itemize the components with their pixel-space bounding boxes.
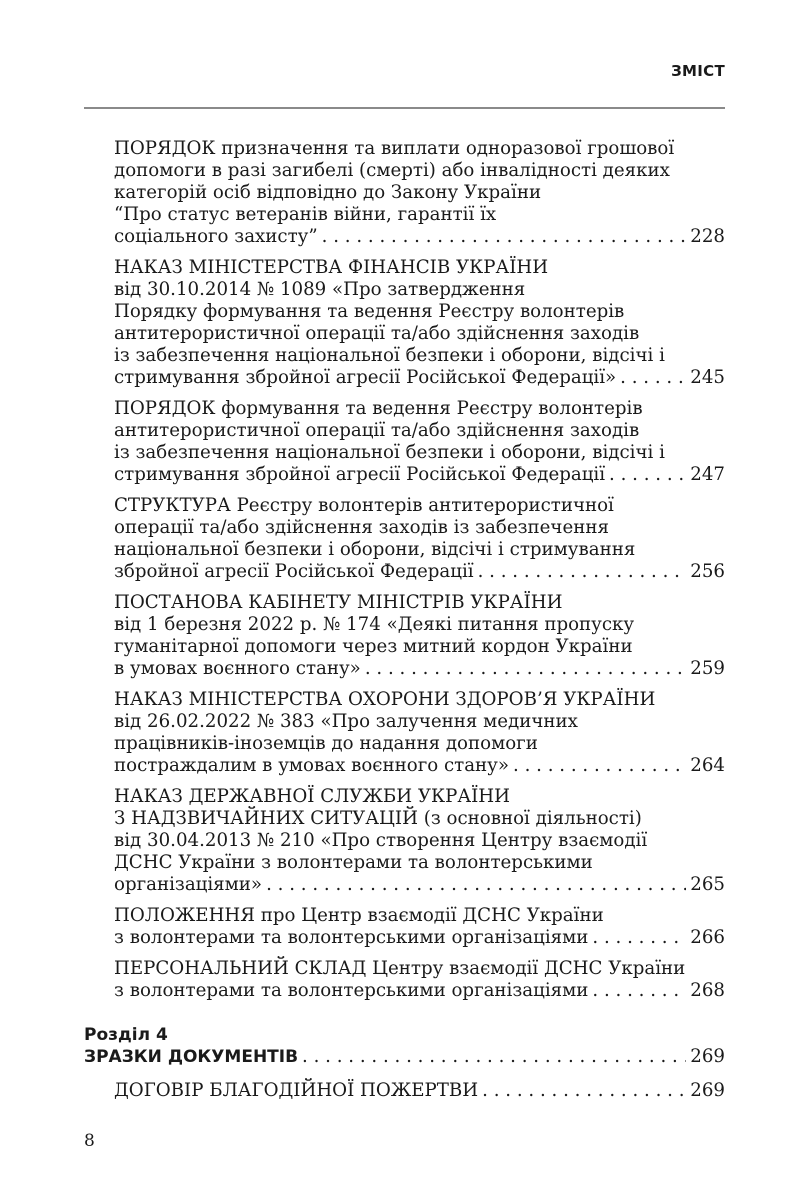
table-of-contents [84, 138, 725, 1114]
toc-entry-line: операції та/або здійснення заходів із забезпечення [114, 517, 609, 538]
toc-entry-line: антитерористичної операції та/або здійснення заходів [114, 323, 640, 344]
dot-leader [302, 1046, 686, 1068]
toc-entry-line: категорій осіб відповідно до Закону України [114, 182, 542, 203]
toc-entry-line: від 26.02.2022 № 383 «Про залучення медичних [114, 711, 578, 732]
running-header: ЗМІСТ [671, 62, 725, 80]
dot-leader [478, 561, 687, 583]
toc-entry-line: СТРУКТУРА Реєстру волонтерів антитерористичної [114, 495, 614, 516]
dot-leader [365, 658, 686, 680]
dot-leader [322, 226, 687, 248]
header-rule [84, 107, 725, 109]
toc-entry-page: 268 [690, 980, 725, 1001]
toc-entry-text: ДОГОВІР БЛАГОДІЙНОЇ ПОЖЕРТВИ [114, 1080, 479, 1101]
section-4 [84, 1024, 725, 1102]
toc-entry-page: 264 [690, 755, 725, 776]
toc-entry-text: соціального захисту” [114, 226, 318, 247]
dot-leader [482, 1080, 686, 1102]
toc-entry-text: збройної агресії Російської Федерації [114, 561, 474, 582]
toc-entry-last-line [114, 226, 725, 248]
dot-leader [609, 464, 686, 486]
toc-entry-line: ПОРЯДОК призначення та виплати одноразової грошової [114, 138, 675, 159]
toc-entry-text: з волонтерами та волонтерськими організаціями [114, 980, 589, 1001]
toc-entry-line: гуманітарної допомоги через митний кордон України [114, 636, 633, 657]
toc-entry-page: 266 [690, 927, 725, 948]
toc-entry[interactable] [84, 689, 725, 777]
dot-leader [266, 874, 686, 896]
toc-entry[interactable] [84, 257, 725, 389]
toc-entry-last-line [114, 561, 725, 583]
toc-entry[interactable] [84, 138, 725, 248]
toc-entry-line: від 30.04.2013 № 210 «Про створення Центру взаємодії [114, 830, 648, 851]
toc-entry-text: стримування збройної агресії Російської Федерації» [114, 367, 617, 388]
dot-leader [620, 367, 686, 389]
dot-leader [592, 927, 686, 949]
toc-entry-line: ПОСТАНОВА КАБІНЕТУ МІНІСТРІВ УКРАЇНИ [114, 592, 563, 613]
toc-entry-last-line [114, 1080, 725, 1102]
toc-entry-page: 256 [690, 561, 725, 582]
toc-entry[interactable] [84, 592, 725, 680]
toc-entry-text: стримування збройної агресії Російської Федерації [114, 464, 606, 485]
toc-entry-last-line [114, 755, 725, 777]
toc-entry-last-line [114, 658, 725, 680]
toc-entry-line: із забезпечення національної безпеки і оборони, відсічі і [114, 345, 665, 366]
dot-leader [592, 980, 686, 1002]
toc-entry-page: 228 [690, 226, 725, 247]
toc-entry-line: “Про статус ветеранів війни, гарантії їх [114, 204, 497, 225]
section-page: 269 [690, 1046, 725, 1067]
toc-entry-last-line [114, 367, 725, 389]
toc-entry[interactable] [84, 786, 725, 896]
page-number: 8 [84, 1131, 95, 1151]
toc-entry-line: З НАДЗВИЧАЙНИХ СИТУАЦІЙ (з основної діяльності) [114, 808, 642, 829]
toc-entry-page: 245 [690, 367, 725, 388]
toc-entry-line: працівників-іноземців до надання допомоги [114, 733, 538, 754]
toc-entry-line: Порядку формування та ведення Реєстру волонтерів [114, 301, 625, 322]
toc-entry-line: ПОРЯДОК формування та ведення Реєстру волонтерів [114, 398, 643, 419]
toc-entry[interactable] [84, 398, 725, 486]
toc-entry[interactable] [84, 495, 725, 583]
toc-entry-line: національної безпеки і оборони, відсічі і стримування [114, 539, 636, 560]
toc-entry-line: антитерористичної операції та/або здійснення заходів [114, 420, 640, 441]
toc-entry-page: 269 [690, 1080, 725, 1101]
toc-entry-last-line [114, 927, 725, 949]
toc-entry-last-line [114, 980, 725, 1002]
toc-entry-text: організаціями» [114, 874, 263, 895]
toc-entry-line: НАКАЗ МІНІСТЕРСТВА ОХОРОНИ ЗДОРОВ’Я УКРАЇНИ [114, 689, 656, 710]
toc-entry-text: постраждалим в умовах воєнного стану» [114, 755, 509, 776]
toc-entry-page: 259 [690, 658, 725, 679]
toc-entry-text: з волонтерами та волонтерськими організаціями [114, 927, 589, 948]
toc-entry-page: 265 [690, 874, 725, 895]
toc-entry-line: із забезпечення національної безпеки і оборони, відсічі і [114, 442, 665, 463]
dot-leader [513, 755, 686, 777]
toc-entry-line: від 30.10.2014 № 1089 «Про затвердження [114, 279, 526, 300]
toc-entry-text: в умовах воєнного стану» [114, 658, 361, 679]
toc-entry-line: від 1 березня 2022 р. № 174 «Деякі питання пропуску [114, 614, 635, 635]
toc-entry-line: НАКАЗ ДЕРЖАВНОЇ СЛУЖБИ УКРАЇНИ [114, 786, 511, 807]
toc-entry-page: 247 [690, 464, 725, 485]
toc-entry-line: НАКАЗ МІНІСТЕРСТВА ФІНАНСІВ УКРАЇНИ [114, 257, 549, 278]
toc-entry[interactable] [84, 1080, 725, 1102]
section-title-row[interactable] [84, 1046, 725, 1068]
section-label: Розділ 4 [84, 1025, 168, 1045]
toc-entry[interactable] [84, 905, 725, 949]
toc-entries [84, 138, 725, 1002]
toc-entry-line: ДСНС України з волонтерами та волонтерськими [114, 852, 593, 873]
toc-entry-last-line [114, 874, 725, 896]
toc-entry-line: допомоги в разі загибелі (смерті) або інвалідності деяких [114, 160, 670, 181]
toc-entry-last-line [114, 464, 725, 486]
toc-entry-line: ПЕРСОНАЛЬНИЙ СКЛАД Центру взаємодії ДСНС України [114, 958, 686, 979]
toc-entry[interactable] [84, 958, 725, 1002]
section-title: ЗРАЗКИ ДОКУМЕНТІВ [84, 1047, 299, 1067]
toc-entry-line: ПОЛОЖЕННЯ про Центр взаємодії ДСНС України [114, 905, 604, 926]
